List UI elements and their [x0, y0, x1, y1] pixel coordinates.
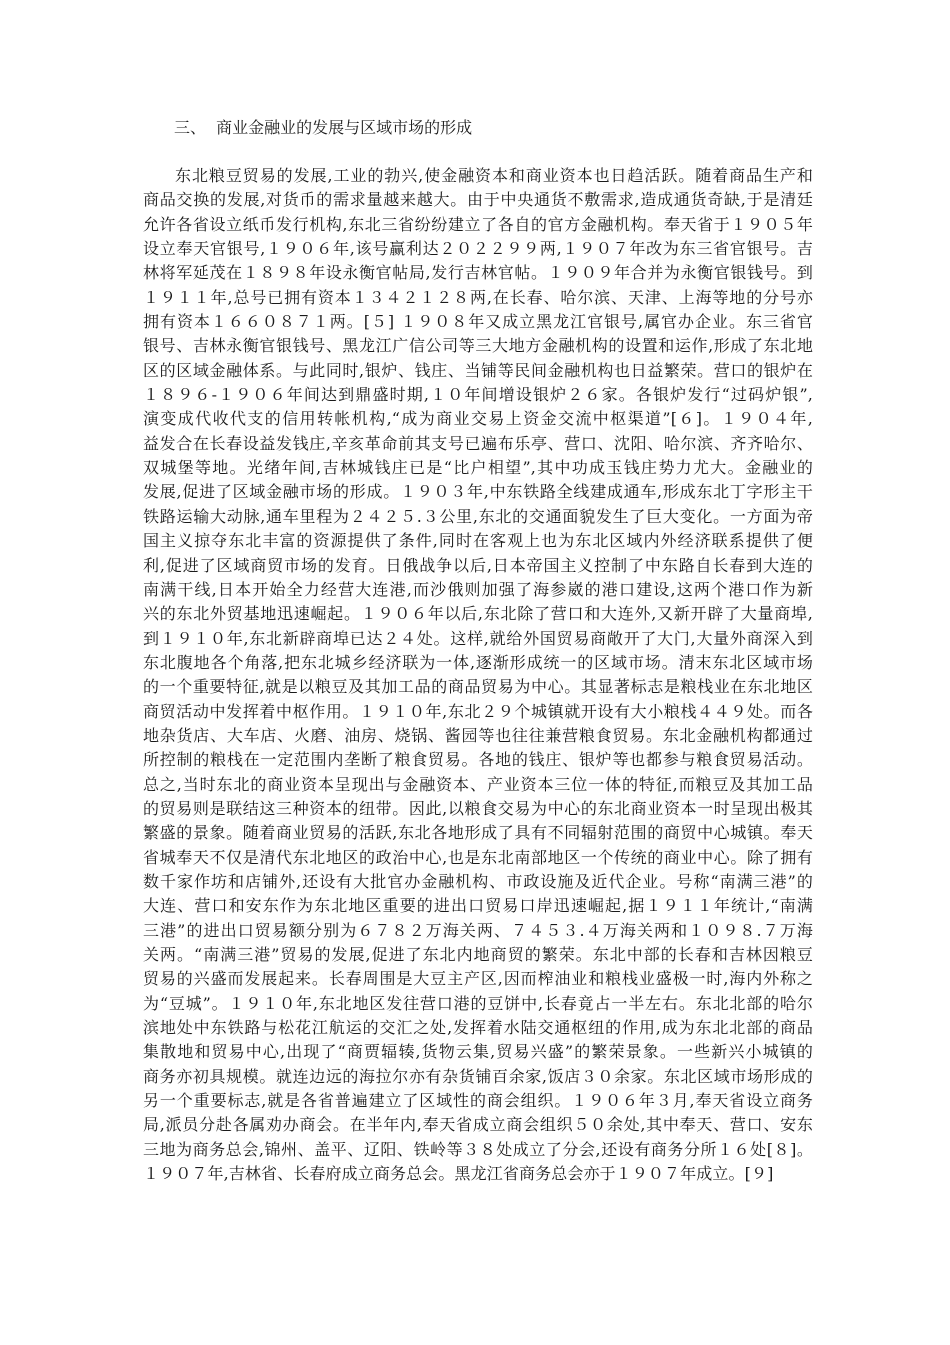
paragraph-line: 数千家作坊和店铺外,还设有大批官办金融机构、市政设施及近代企业。号称“南满三港”的 — [143, 871, 813, 891]
paragraph-line: 三地为商务总会,锦州、盖平、辽阳、铁岭等３８处成立了分会,还设有商务分所１６处[８]。 — [143, 1139, 813, 1159]
section-heading: 三、 商业金融业的发展与区域市场的形成 — [174, 118, 473, 137]
paragraph-line: 允许各省设立纸币发行机构,东北三省纷纷建立了各自的官方金融机构。奉天省于１９０５年 — [143, 214, 813, 234]
paragraph-line: 的一个重要特征,就是以粮豆及其加工品的商品贸易为中心。其显著标志是粮栈业在东北地区 — [143, 677, 813, 697]
paragraph-line: 另一个重要标志,就是各省普遍建立了区域性的商会组织。１９０６年３月,奉天省设立商务 — [143, 1091, 813, 1111]
paragraph-line: 双城堡等地。光绪年间,吉林城钱庄已是“比户相望”,其中功成玉钱庄势力尤大。金融业的 — [143, 458, 813, 478]
paragraph-line: 林将军延茂在１８９８年设永衡官帖局,发行吉林官帖。１９０９年合并为永衡官银钱号。到 — [143, 263, 813, 283]
paragraph-line: 所控制的粮栈在一定范围内垄断了粮食贸易。各地的钱庄、银炉等也都参与粮食贸易活动。 — [143, 750, 813, 770]
paragraph-line: 集散地和贸易中心,出现了“商贾辐辏,货物云集,贸易兴盛”的繁荣景象。一些新兴小城镇的 — [143, 1042, 813, 1062]
paragraph-line: 滨地处中东铁路与松花江航运的交汇之处,发挥着水陆交通枢纽的作用,成为东北北部的商品 — [143, 1018, 813, 1038]
paragraph-line: 局,派员分赴各属劝办商会。在半年内,奉天省成立商会组织５０余处,其中奉天、营口、安东 — [143, 1115, 813, 1135]
paragraph-line: １８９６-１９０６年间达到鼎盛时期,１０年间增设银炉２６家。各银炉发行“过码炉银”, — [143, 385, 813, 405]
paragraph-line: 演变成代收代支的信用转帐机构,“成为商业交易上资金交流中枢渠道”[６]。１９０４年, — [143, 409, 813, 429]
paragraph-line: 发展,促进了区域金融市场的形成。１９０３年,中东铁路全线建成通车,形成东北丁字形主干 — [143, 482, 813, 502]
paragraph-line: 商贸活动中发挥着中枢作用。１９１０年,东北２９个城镇就开设有大小粮栈４４９处。而各 — [143, 701, 813, 721]
paragraph-line: 总之,当时东北的商业资本呈现出与金融资本、产业资本三位一体的特征,而粮豆及其加工品 — [143, 774, 813, 794]
paragraph-line: １９１１年,总号已拥有资本１３４２１２８两,在长春、哈尔滨、天津、上海等地的分号亦 — [143, 287, 813, 307]
paragraph-line: 商务亦初具规模。就连边远的海拉尔亦有杂货铺百余家,饭店３０余家。东北区域市场形成的 — [143, 1066, 813, 1086]
paragraph-line: 南满干线,日本开始全力经营大连港,而沙俄则加强了海参崴的港口建设,这两个港口作为新 — [143, 579, 813, 599]
body-paragraph — [143, 164, 813, 1186]
paragraph-line: 省城奉天不仅是清代东北地区的政治中心,也是东北南部地区一个传统的商业中心。除了拥有 — [143, 847, 813, 867]
paragraph-line: 铁路运输大动脉,通车里程为２４２５.３公里,东北的交通面貌发生了巨大变化。一方面为帝 — [143, 506, 813, 526]
paragraph-line: 利,促进了区域商贸市场的发育。日俄战争以后,日本帝国主义控制了中东路自长春到大连的 — [143, 555, 813, 575]
paragraph-line: 大连、营口和安东作为东北地区重要的进出口贸易口岸迅速崛起,据１９１１年统计,“南满 — [143, 896, 813, 916]
paragraph-line: 东北粮豆贸易的发展,工业的勃兴,使金融资本和商业资本也日趋活跃。随着商品生产和 — [175, 166, 813, 185]
paragraph-line: 繁盛的景象。随着商业贸易的活跃,东北各地形成了具有不同辐射范围的商贸中心城镇。奉天 — [143, 823, 813, 843]
paragraph-line: 拥有资本１６６０８７１两。[５] １９０８年又成立黑龙江官银号,属官办企业。东三省官 — [143, 312, 813, 332]
paragraph-line: 地杂货店、大车店、火磨、油房、烧锅、酱园等也往往兼营粮食贸易。东北金融机构都通过 — [143, 725, 813, 745]
paragraph-line: 关两。“南满三港”贸易的发展,促进了东北内地商贸的繁荣。东北中部的长春和吉林因粮豆 — [143, 945, 813, 964]
paragraph-line: 到１９１０年,东北新辟商埠已达２４处。这样,就给外国贸易商敞开了大门,大量外商深入到 — [143, 628, 813, 648]
paragraph-line: 为“豆城”。１９１０年,东北地区发往营口港的豆饼中,长春竟占一半左右。东北北部的哈尔 — [143, 993, 813, 1013]
paragraph-line: 东北腹地各个角落,把东北城乡经济联为一体,逐渐形成统一的区域市场。清末东北区域市场 — [143, 652, 813, 672]
paragraph-line: １９０７年,吉林省、长春府成立商务总会。黑龙江省商务总会亦于１９０７年成立。[９] — [143, 1164, 774, 1184]
paragraph-line: 设立奉天官银号,１９０６年,该号赢利达２０２２９９两,１９０７年改为东三省官银号。吉 — [143, 239, 813, 259]
paragraph-line: 商品交换的发展,对货币的需求量越来越大。由于中央通货不敷需求,造成通货奇缺,于是清廷 — [143, 190, 813, 210]
paragraph-line: 区的区域金融体系。与此同时,银炉、钱庄、当铺等民间金融机构也日益繁荣。营口的银炉在 — [143, 360, 813, 380]
paragraph-line: 的贸易则是联结这三种资本的纽带。因此,以粮食交易为中心的东北商业资本一时呈现出极其 — [143, 798, 813, 818]
paragraph-line: 国主义掠夺东北丰富的资源提供了条件,同时在客观上也为东北区域内外经济联系提供了便 — [143, 531, 813, 551]
paragraph-line: 银号、吉林永衡官银钱号、黑龙江广信公司等三大地方金融机构的设置和运作,形成了东北地 — [143, 336, 813, 356]
paragraph-line: 兴的东北外贸基地迅速崛起。１９０６年以后,东北除了营口和大连外,又新开辟了大量商埠, — [143, 604, 813, 624]
paragraph-line: 三港”的进出口贸易额分别为６７８２万海关两、７４５３.４万海关两和１０９８.７万海 — [143, 920, 813, 940]
paragraph-line: 贸易的兴盛而发展起来。长春周围是大豆主产区,因而榨油业和粮栈业盛极一时,海内外称之 — [143, 969, 813, 989]
paragraph-line: 益发合在长春设益发钱庄,辛亥革命前其支号已遍布乐亭、营口、沈阳、哈尔滨、齐齐哈尔、 — [143, 433, 813, 453]
